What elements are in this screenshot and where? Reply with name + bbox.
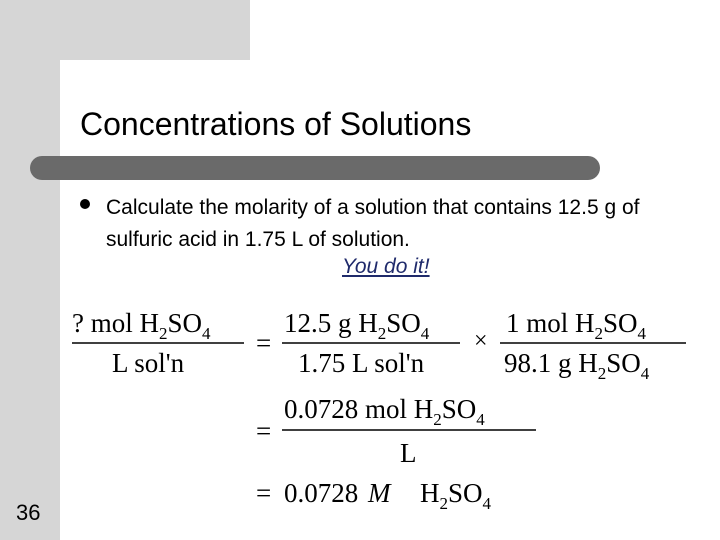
factor1-denominator: 1.75 L sol'n bbox=[298, 348, 425, 378]
equals-sign-2: = bbox=[256, 416, 272, 446]
bullet-text: Calculate the molarity of a solution that contains 12.5 g of sulfuric acid in 1.75 L of solution. bbox=[106, 196, 640, 251]
result-numerator: 0.0728 mol H bbox=[284, 394, 434, 424]
final-value: 0.0728 bbox=[284, 478, 359, 508]
equals-sign-3: = bbox=[256, 478, 272, 508]
svg-text:98.1 g H2SO4: 98.1 g $H_2SO_4$ bbox=[504, 348, 650, 383]
slide-title: Concentrations of Solutions bbox=[80, 106, 472, 142]
factor1-numerator: 12.5 g H bbox=[284, 308, 378, 338]
final-compound: H bbox=[420, 478, 440, 508]
svg-text:H2SO4: $H_2SO_4$ bbox=[420, 478, 492, 513]
equals-sign: = bbox=[256, 328, 272, 358]
result-denominator: L bbox=[400, 438, 417, 468]
times-sign: × bbox=[474, 328, 488, 354]
svg-text:1 mol H2SO4: 1 mol $H_2SO_4$ bbox=[506, 308, 647, 343]
slide-number: 36 bbox=[16, 500, 41, 525]
svg-text:12.5 g H2SO4: 12.5 g $H_2SO_4$ bbox=[284, 308, 430, 343]
you-do-it-link[interactable]: You do it! bbox=[342, 255, 430, 278]
svg-text:? mol H2SO4: ? mol $H_2SO_4$ bbox=[72, 308, 211, 343]
lhs-numerator: ? mol H bbox=[72, 308, 159, 338]
factor2-numerator: 1 mol H bbox=[506, 308, 595, 338]
final-unit: M bbox=[368, 478, 391, 508]
svg-text:0.0728 mol H2SO4: 0.0728 mol $H_2SO_4$ bbox=[284, 394, 485, 429]
lhs-denominator: L sol'n bbox=[112, 348, 185, 378]
factor2-denominator: 98.1 g H bbox=[504, 348, 598, 378]
